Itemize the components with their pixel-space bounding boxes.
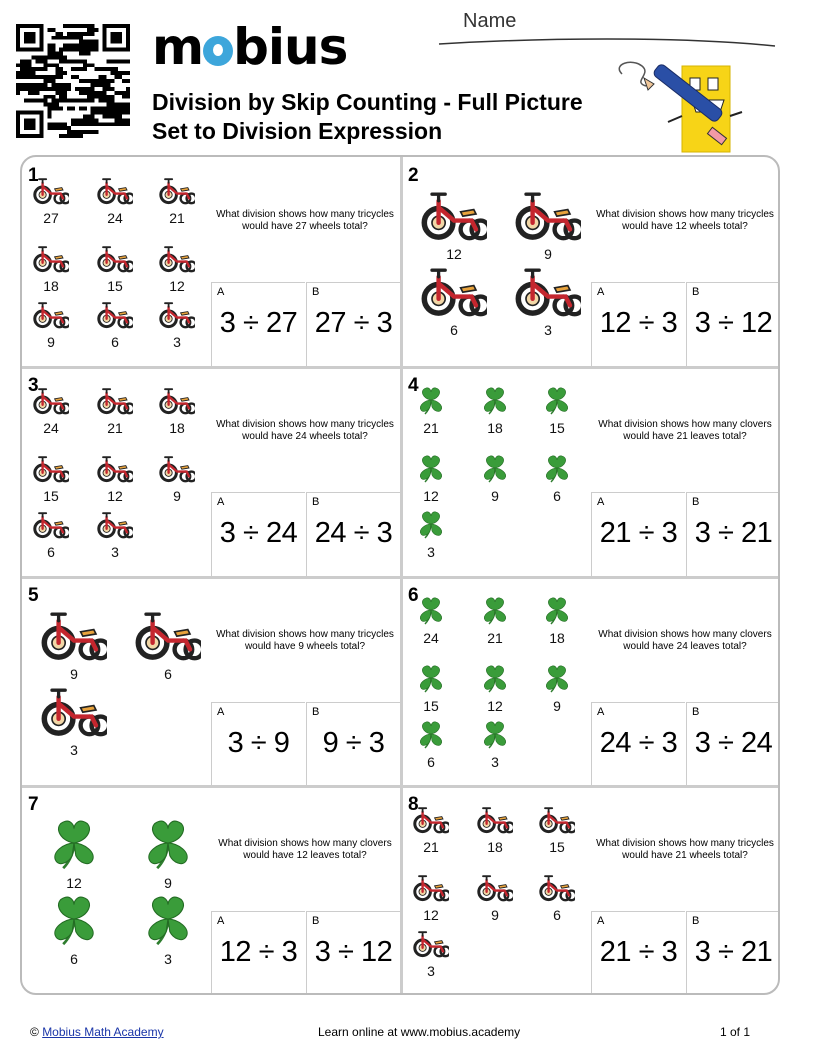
- option-letter: A: [597, 915, 605, 927]
- skip-count-label: 18: [169, 420, 185, 436]
- clover-item: [36, 892, 112, 967]
- clover-item: [534, 453, 580, 504]
- tricycle-item: [408, 872, 454, 923]
- tricycle-icon: [135, 607, 201, 661]
- question-text: What division shows how many tricycles would have 21 wheels total?: [596, 838, 774, 861]
- page-title: [152, 88, 583, 146]
- tricycle-icon: [413, 804, 449, 834]
- skip-count-label: 9: [544, 246, 552, 262]
- clover-item: [130, 816, 206, 891]
- division-expression: 3 ÷ 12: [694, 307, 773, 339]
- option-letter: A: [597, 706, 605, 718]
- clover-item: [408, 453, 454, 504]
- name-label: Name: [463, 10, 517, 32]
- skip-count-label: 27: [43, 210, 59, 226]
- clover-icon: [539, 385, 575, 415]
- clover-item: [408, 719, 454, 770]
- skip-count-label: 3: [427, 544, 435, 560]
- skip-count-label: 24: [43, 420, 59, 436]
- title-line-1: Division by Skip Counting - Full Picture: [152, 89, 583, 115]
- option-b[interactable]: [686, 702, 780, 786]
- division-expression: 3 ÷ 21: [694, 517, 773, 549]
- option-letter: A: [217, 915, 225, 927]
- clover-item: [534, 595, 580, 646]
- tricycle-item: [154, 453, 200, 504]
- tricycle-icon: [159, 453, 195, 483]
- tricycle-icon: [421, 187, 487, 241]
- option-letter: A: [217, 496, 225, 508]
- skip-count-label: 3: [427, 963, 435, 979]
- option-a[interactable]: [211, 911, 305, 995]
- division-expression: 9 ÷ 3: [322, 727, 385, 759]
- question-text: What division shows how many tricycles would have 24 wheels total?: [216, 419, 394, 442]
- academy-link[interactable]: Mobius Math Academy: [42, 1025, 164, 1039]
- division-expression: 3 ÷ 24: [219, 517, 298, 549]
- option-letter: A: [217, 286, 225, 298]
- tricycle-icon: [413, 928, 449, 958]
- option-a[interactable]: [591, 282, 685, 366]
- clover-icon: [41, 892, 107, 946]
- skip-count-label: 9: [491, 907, 499, 923]
- tricycle-item: [28, 299, 74, 350]
- clover-item: [408, 663, 454, 714]
- tricycle-icon: [33, 385, 69, 415]
- tricycle-item: [472, 804, 518, 855]
- tricycle-icon: [421, 263, 487, 317]
- skip-count-label: 15: [43, 488, 59, 504]
- tricycle-item: [92, 453, 138, 504]
- division-expression: 3 ÷ 24: [694, 727, 773, 759]
- skip-count-label: 21: [423, 839, 439, 855]
- tricycle-icon: [515, 187, 581, 241]
- skip-count-label: 12: [66, 875, 82, 891]
- mobius-logo: m bius: [152, 18, 348, 76]
- tricycle-item: [92, 175, 138, 226]
- division-expression: 24 ÷ 3: [314, 517, 393, 549]
- skip-count-label: 18: [549, 630, 565, 646]
- tricycle-icon: [33, 243, 69, 273]
- option-b[interactable]: [306, 702, 400, 786]
- footer-page-number: 1 of 1: [720, 1025, 751, 1039]
- division-expression: 24 ÷ 3: [599, 727, 678, 759]
- problem-grid: [20, 155, 780, 995]
- option-a[interactable]: [211, 282, 305, 366]
- tricycle-item: [416, 263, 492, 338]
- option-letter: B: [312, 706, 320, 718]
- clover-item: [408, 385, 454, 436]
- division-expression: 12 ÷ 3: [599, 307, 678, 339]
- clover-icon: [413, 663, 449, 693]
- clover-icon: [413, 719, 449, 749]
- clover-icon: [539, 663, 575, 693]
- division-expression: 21 ÷ 3: [599, 517, 678, 549]
- clover-icon: [413, 453, 449, 483]
- division-expression: 3 ÷ 27: [219, 307, 298, 339]
- skip-count-label: 3: [173, 334, 181, 350]
- option-letter: B: [312, 496, 320, 508]
- skip-count-label: 6: [47, 544, 55, 560]
- question-text: What division shows how many tricycles would have 12 wheels total?: [596, 209, 774, 232]
- skip-count-label: 18: [487, 839, 503, 855]
- skip-count-label: 24: [423, 630, 439, 646]
- tricycle-item: [510, 263, 586, 338]
- skip-count-label: 3: [164, 951, 172, 967]
- skip-count-label: 21: [423, 420, 439, 436]
- skip-count-label: 9: [553, 698, 561, 714]
- tricycle-item: [28, 509, 74, 560]
- question-text: What division shows how many clovers would have 21 leaves total?: [598, 419, 772, 442]
- clover-icon: [413, 509, 449, 539]
- clover-item: [36, 816, 112, 891]
- clover-item: [472, 663, 518, 714]
- option-letter: B: [692, 706, 700, 718]
- skip-count-label: 6: [553, 488, 561, 504]
- skip-count-label: 21: [487, 630, 503, 646]
- skip-count-label: 12: [169, 278, 185, 294]
- skip-count-label: 3: [544, 322, 552, 338]
- clover-item: [472, 719, 518, 770]
- skip-count-label: 24: [107, 210, 123, 226]
- problem-number: 6: [408, 585, 419, 606]
- skip-count-label: 15: [549, 839, 565, 855]
- question-text: What division shows how many clovers would have 12 leaves total?: [218, 838, 392, 861]
- problem-7: [22, 786, 401, 995]
- qr-code: [16, 24, 130, 138]
- problem-6: [402, 577, 780, 786]
- clover-item: [472, 453, 518, 504]
- division-expression: 27 ÷ 3: [314, 307, 393, 339]
- option-letter: A: [597, 286, 605, 298]
- tricycle-icon: [97, 453, 133, 483]
- clover-icon: [477, 595, 513, 625]
- tricycle-item: [130, 607, 206, 682]
- tricycle-item: [154, 299, 200, 350]
- option-letter: A: [597, 496, 605, 508]
- clover-icon: [413, 595, 449, 625]
- footer-learn-online: Learn online at www.mobius.academy: [318, 1025, 521, 1039]
- skip-count-label: 9: [47, 334, 55, 350]
- skip-count-label: 15: [107, 278, 123, 294]
- tricycle-icon: [97, 385, 133, 415]
- option-letter: B: [312, 286, 320, 298]
- problem-number: 4: [408, 375, 419, 396]
- tricycle-item: [472, 872, 518, 923]
- tricycle-item: [154, 175, 200, 226]
- option-a[interactable]: [591, 911, 685, 995]
- problem-8: [402, 786, 780, 995]
- division-expression: 12 ÷ 3: [219, 936, 298, 968]
- tricycle-icon: [159, 385, 195, 415]
- tricycle-icon: [97, 243, 133, 273]
- tricycle-item: [92, 243, 138, 294]
- clover-icon: [413, 385, 449, 415]
- problem-number: 3: [28, 375, 39, 396]
- tricycle-icon: [33, 453, 69, 483]
- option-b[interactable]: [686, 911, 780, 995]
- problem-number: 1: [28, 165, 39, 186]
- skip-count-label: 12: [487, 698, 503, 714]
- clover-icon: [135, 892, 201, 946]
- clover-item: [534, 663, 580, 714]
- tricycle-icon: [33, 509, 69, 539]
- tricycle-item: [92, 299, 138, 350]
- skip-count-label: 3: [111, 544, 119, 560]
- option-letter: B: [312, 915, 320, 927]
- clover-icon: [539, 595, 575, 625]
- problem-number: 7: [28, 794, 39, 815]
- tricycle-item: [92, 509, 138, 560]
- skip-count-label: 6: [111, 334, 119, 350]
- division-expression: 3 ÷ 21: [694, 936, 773, 968]
- option-a[interactable]: [211, 702, 305, 786]
- skip-count-label: 21: [169, 210, 185, 226]
- tricycle-item: [510, 187, 586, 262]
- skip-count-label: 15: [423, 698, 439, 714]
- clover-icon: [477, 663, 513, 693]
- tricycle-icon: [33, 175, 69, 205]
- skip-count-label: 3: [491, 754, 499, 770]
- clover-icon: [477, 719, 513, 749]
- problem-4: [402, 367, 780, 576]
- skip-count-label: 18: [487, 420, 503, 436]
- skip-count-label: 9: [164, 875, 172, 891]
- division-expression: 3 ÷ 9: [227, 727, 290, 759]
- problem-2: [402, 157, 780, 366]
- mascot-pencil-icon: [612, 56, 752, 156]
- option-a[interactable]: [211, 492, 305, 576]
- clover-item: [408, 509, 454, 560]
- skip-count-label: 6: [427, 754, 435, 770]
- clover-icon: [477, 453, 513, 483]
- problem-number: 8: [408, 794, 419, 815]
- tricycle-icon: [97, 299, 133, 329]
- tricycle-icon: [159, 175, 195, 205]
- tricycle-item: [154, 243, 200, 294]
- option-b[interactable]: [306, 282, 400, 366]
- tricycle-item: [534, 872, 580, 923]
- problem-3: [22, 367, 401, 576]
- tricycle-icon: [413, 872, 449, 902]
- tricycle-item: [28, 175, 74, 226]
- clover-item: [472, 595, 518, 646]
- logo-drop-icon: [203, 36, 233, 66]
- option-b[interactable]: [686, 492, 780, 576]
- problem-5: [22, 577, 401, 786]
- problem-number: 5: [28, 585, 39, 606]
- option-letter: B: [692, 286, 700, 298]
- skip-count-label: 15: [549, 420, 565, 436]
- skip-count-label: 12: [423, 907, 439, 923]
- clover-icon: [539, 453, 575, 483]
- clover-item: [130, 892, 206, 967]
- option-b[interactable]: [686, 282, 780, 366]
- skip-count-label: 21: [107, 420, 123, 436]
- tricycle-icon: [159, 299, 195, 329]
- copyright-symbol: ©: [30, 1025, 39, 1039]
- tricycle-item: [36, 607, 112, 682]
- skip-count-label: 12: [423, 488, 439, 504]
- problem-1: [22, 157, 401, 366]
- clover-icon: [135, 816, 201, 870]
- option-b[interactable]: [306, 911, 400, 995]
- clover-item: [534, 385, 580, 436]
- tricycle-item: [416, 187, 492, 262]
- tricycle-icon: [515, 263, 581, 317]
- skip-count-label: 6: [450, 322, 458, 338]
- tricycle-icon: [477, 804, 513, 834]
- option-letter: B: [692, 915, 700, 927]
- footer-copyright: [30, 1025, 164, 1039]
- tricycle-item: [408, 928, 454, 979]
- tricycle-icon: [539, 804, 575, 834]
- option-b[interactable]: [306, 492, 400, 576]
- skip-count-label: 6: [70, 951, 78, 967]
- question-text: What division shows how many tricycles would have 27 wheels total?: [216, 209, 394, 232]
- skip-count-label: 9: [70, 666, 78, 682]
- option-a[interactable]: [591, 702, 685, 786]
- tricycle-icon: [33, 299, 69, 329]
- clover-item: [408, 595, 454, 646]
- clover-icon: [41, 816, 107, 870]
- tricycle-item: [534, 804, 580, 855]
- clover-icon: [477, 385, 513, 415]
- tricycle-item: [28, 453, 74, 504]
- option-a[interactable]: [591, 492, 685, 576]
- tricycle-icon: [41, 607, 107, 661]
- tricycle-item: [28, 385, 74, 436]
- skip-count-label: 9: [173, 488, 181, 504]
- tricycle-icon: [41, 683, 107, 737]
- tricycle-item: [92, 385, 138, 436]
- division-expression: 3 ÷ 12: [314, 936, 393, 968]
- title-line-2: Set to Division Expression: [152, 118, 443, 144]
- tricycle-icon: [477, 872, 513, 902]
- division-expression: 21 ÷ 3: [599, 936, 678, 968]
- clover-item: [472, 385, 518, 436]
- tricycle-icon: [159, 243, 195, 273]
- option-letter: B: [692, 496, 700, 508]
- skip-count-label: 18: [43, 278, 59, 294]
- skip-count-label: 6: [553, 907, 561, 923]
- problem-number: 2: [408, 165, 419, 186]
- tricycle-item: [36, 683, 112, 758]
- tricycle-item: [154, 385, 200, 436]
- tricycle-icon: [539, 872, 575, 902]
- option-letter: A: [217, 706, 225, 718]
- tricycle-icon: [97, 175, 133, 205]
- question-text: What division shows how many tricycles would have 9 wheels total?: [216, 629, 394, 652]
- skip-count-label: 12: [107, 488, 123, 504]
- skip-count-label: 3: [70, 742, 78, 758]
- question-text: What division shows how many clovers would have 24 leaves total?: [598, 629, 772, 652]
- skip-count-label: 9: [491, 488, 499, 504]
- skip-count-label: 12: [446, 246, 462, 262]
- skip-count-label: 6: [164, 666, 172, 682]
- tricycle-item: [408, 804, 454, 855]
- tricycle-icon: [97, 509, 133, 539]
- tricycle-item: [28, 243, 74, 294]
- name-line[interactable]: [437, 34, 777, 50]
